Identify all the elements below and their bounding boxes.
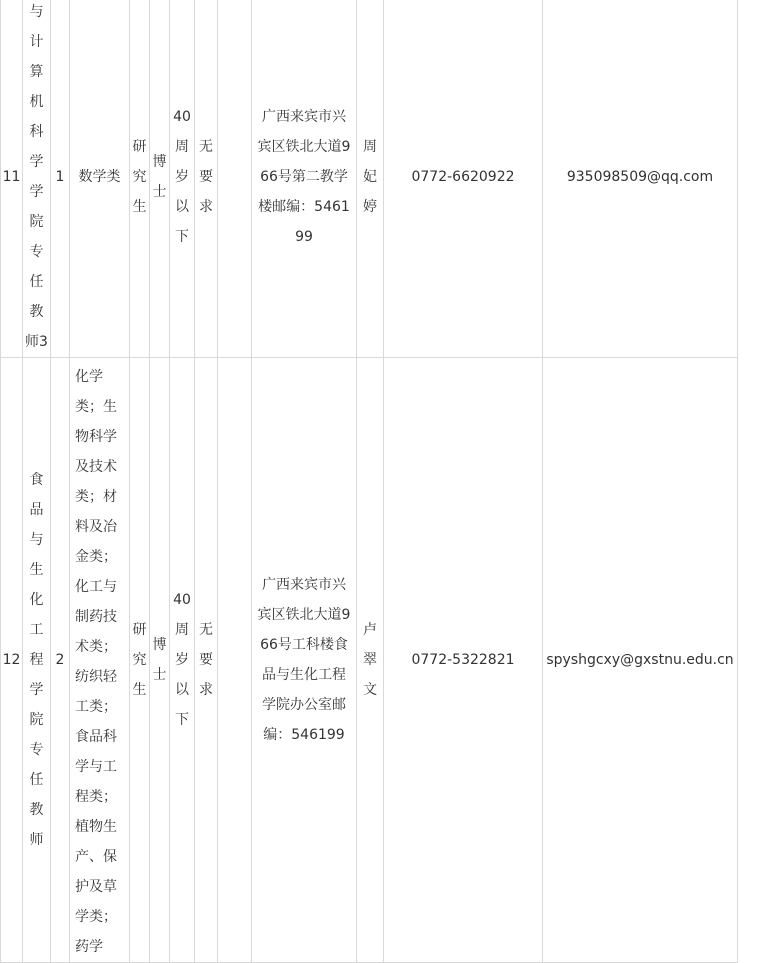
degree-cell: 博士 [150, 0, 170, 358]
education-cell: 研究生 [130, 358, 150, 963]
other-cell [218, 358, 252, 963]
address-text: 广西来宾市兴宾区铁北大道966号工科楼食品与生化工程学院办公室邮编：546199 [257, 577, 351, 743]
major-cell: 数学类 [70, 0, 130, 358]
headcount-cell: 1 [51, 0, 70, 358]
unit-cell [23, 358, 51, 963]
other-cell [218, 0, 252, 358]
phone-cell: 0772-6620922 [384, 0, 543, 358]
contact-cell: 卢翠文 [357, 358, 384, 963]
requirement-cell: 无要求 [195, 358, 218, 963]
row-number: 11 [1, 0, 23, 358]
headcount-cell: 2 [51, 358, 70, 963]
phone-cell: 0772-5322821 [384, 358, 543, 963]
education-cell: 研究生 [130, 0, 150, 358]
degree-cell: 博士 [150, 358, 170, 963]
unit-text: 食品与生化工程学院专任教师 [29, 472, 44, 848]
unit-cell [23, 0, 51, 358]
table-row [1, 0, 738, 358]
major-text: 化学类；生物科学及技术类；材料及冶金类；化工与制药技术类；纺织轻工类；食品科学与工程类；植物生产、保护及草学类；药学 [75, 369, 117, 955]
row-number: 12 [1, 358, 23, 963]
email-cell: 935098509@qq.com [543, 0, 738, 358]
major-cell [70, 358, 130, 963]
age-cell: 40周岁以下 [170, 0, 195, 358]
unit-text: 与计算机科学学院专任教师3 [25, 4, 48, 350]
address-text: 广西来宾市兴宾区铁北大道966号第二教学楼邮编：546199 [257, 109, 351, 245]
address-cell [252, 358, 357, 963]
requirement-cell: 无要求 [195, 0, 218, 358]
email-cell[interactable]: spyshgcxy@gxstnu.edu.cn [543, 358, 738, 963]
table-row [1, 358, 738, 963]
address-cell [252, 0, 357, 358]
age-cell: 40周岁以下 [170, 358, 195, 963]
contact-cell: 周妃婷 [357, 0, 384, 358]
